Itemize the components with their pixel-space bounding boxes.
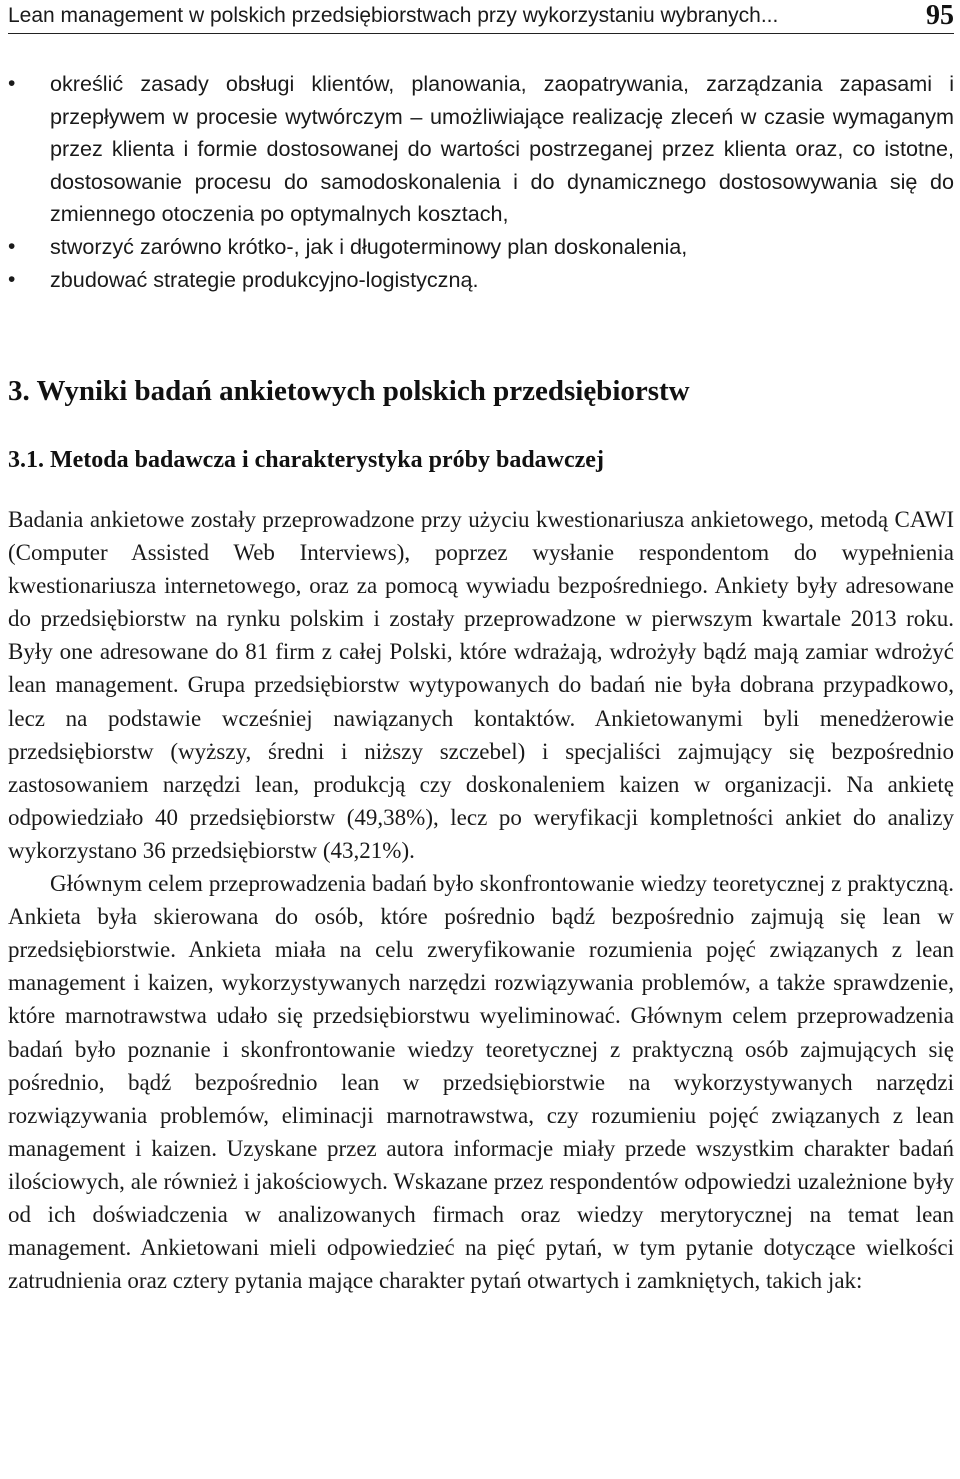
- sentence: Ankieta była skierowana do osób, które pośrednio bądź bezpośrednio zajmują się lean w przedsiębiorstwie.: [8, 904, 954, 963]
- sentence: Ankiety były adresowane do przedsiębiorstw na rynku polskim i zostały przeprowadzone w pierwszym kwartale 2013 roku.: [8, 573, 954, 632]
- list-item: [8, 231, 954, 264]
- body-text: [8, 503, 954, 1297]
- sentence: Głównym celem przeprowadzenia badań było skonfrontowanie wiedzy teoretycznej z praktyczną.: [50, 871, 954, 897]
- sentence: Głównym celem przeprowadzenia badań było poznanie i skonfrontowanie wiedzy teoretycznej z praktyczną osób zajmujących się pośrednio, bądź bezpośrednio lean w przedsiębiorstwie na wykorzystywanych narzędzi rozwiązywania problemów, eliminacji marnotrawstwa, czy rozumieniu pojęć związanych z lean management i kaizen.: [8, 1003, 954, 1161]
- bullet-marker: •: [8, 72, 16, 95]
- sentence: Ankietowanymi byli menedżerowie przedsiębiorstw (wyższy, średni i niższy szczebel) i specjaliści zajmujący się bezpośrednio zastosowaniem narzędzi lean, produkcją czy doskonaleniem kaizen w organizacji.: [8, 705, 954, 797]
- running-title: Lean management w polskich przedsiębiorstwach przy wykorzystaniu wybranych...: [8, 4, 779, 27]
- bullet-list: [8, 68, 954, 296]
- sentence: Ankieta miała na celu zweryfikowanie rozumienia pojęć związanych z lean management i kaizen, wykorzystywanych narzędzi rozwiązywania problemów, a także sprawdzenie, które marnotrawstwa udało się przedsiębiorstwu wyeliminować.: [8, 937, 954, 1029]
- paragraph-research-goal: [8, 867, 954, 1297]
- bullet-marker: •: [8, 234, 16, 258]
- page-number: 95: [926, 0, 954, 31]
- paragraph-methodology: [8, 503, 954, 867]
- sentence: Na ankietę odpowiedziało 40 przedsiębiorstw (49,38%), lecz po weryfikacji kompletności ankiet do analizy wykorzystano 36 przedsiębiorstw (43,21%).: [8, 771, 954, 863]
- subsection-heading: 3.1. Metoda badawcza i charakterystyka próby badawczej: [8, 447, 604, 473]
- sentence: Ankietowani mieli odpowiedzieć na pięć pytań, w tym pytanie dotyczące wielkości zatrudnienia oraz cztery pytania mające charakter pytań otwartych i zamkniętych, takich jak:: [8, 1235, 954, 1294]
- sentence: Badania ankietowe zostały przeprowadzone przy użyciu kwestionariusza ankietowego, metodą CAWI (Computer Assisted Web Interviews), poprzez wysłanie respondentom do wypełnienia kwestionariusza internetowego, oraz za pomocą wywiadu bezpośredniego.: [8, 507, 954, 599]
- bullet-text: określić zasady obsługi klientów, planowania, zaopatrywania, zarządzania zapasami i przepływem w procesie wytwórczym – umożliwiające realizację zleceń w czasie wymaganym przez klienta i formie dostosowanej do wartości postrzeganej przez klienta oraz, co istotne, dostosowanie procesu do samodoskonalenia i do dynamicznego dostosowywania się do zmiennego otoczenia po optymalnych kosztach,: [50, 71, 954, 227]
- running-header: [8, 0, 954, 34]
- sentence: Były one adresowane do 81 firm z całej Polski, które wdrażają, wdrożyły bądź mają zamiar wdrożyć lean management.: [8, 639, 954, 698]
- bullet-marker: •: [8, 267, 16, 291]
- bullet-text: zbudować strategie produkcyjno-logistyczną.: [50, 266, 479, 292]
- sentence: Grupa przedsiębiorstw wytypowanych do badań nie była dobrana przypadkowo, lecz na podstawie wcześniej nawiązanych kontaktów.: [8, 672, 955, 731]
- list-item: [8, 68, 954, 231]
- bullet-text: stworzyć zarówno krótko-, jak i długoterminowy plan doskonalenia,: [50, 233, 688, 259]
- list-item: [8, 264, 954, 297]
- sentence: Wskazane przez respondentów odpowiedzi uzależnione były od ich doświadczenia w analizowanych firmach oraz wiedzy merytorycznej na temat lean management.: [8, 1168, 954, 1261]
- sentence: Uzyskane przez autora informacje miały przede wszystkim charakter badań ilościowych, ale również i jakościowych.: [8, 1135, 954, 1194]
- section-heading: 3. Wyniki badań ankietowych polskich przedsiębiorstw: [8, 375, 690, 407]
